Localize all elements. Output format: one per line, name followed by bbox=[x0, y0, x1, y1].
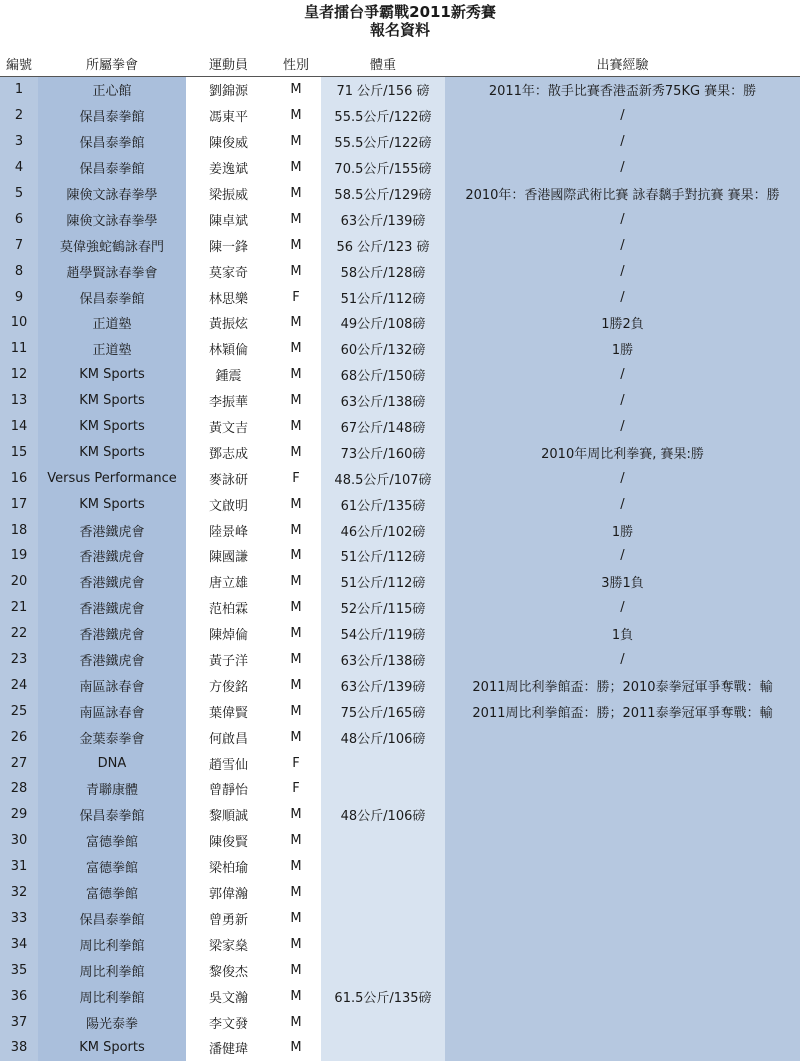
cell-athlete: 劉錦源 bbox=[186, 77, 271, 103]
cell-experience bbox=[445, 1035, 800, 1061]
cell-weight bbox=[321, 880, 445, 906]
cell-weight: 71 公斤/156 磅 bbox=[321, 77, 445, 103]
cell-number: 24 bbox=[0, 672, 38, 698]
cell-gender: M bbox=[271, 77, 321, 103]
cell-experience: 2010年：香港國際武術比賽 詠春黐手對抗賽 賽果：勝 bbox=[445, 181, 800, 207]
cell-club: 莫偉強蛇鶴詠春門 bbox=[38, 232, 186, 258]
table-row bbox=[0, 491, 800, 517]
cell-gender: M bbox=[271, 983, 321, 1009]
cell-athlete: 潘健瑋 bbox=[186, 1035, 271, 1061]
cell-experience: 2010年周比利拳賽, 賽果:勝 bbox=[445, 439, 800, 465]
table-row bbox=[0, 621, 800, 647]
header-experience: 出賽經驗 bbox=[445, 50, 800, 77]
cell-athlete: 陳卓斌 bbox=[186, 206, 271, 232]
cell-experience: / bbox=[445, 465, 800, 491]
cell-experience bbox=[445, 906, 800, 932]
cell-athlete: 陳一鋒 bbox=[186, 232, 271, 258]
cell-gender: M bbox=[271, 724, 321, 750]
cell-number: 34 bbox=[0, 931, 38, 957]
cell-athlete: 吳文瀚 bbox=[186, 983, 271, 1009]
cell-experience: 2011周比利拳館盃：勝；2011泰拳冠軍爭奪戰：輸 bbox=[445, 698, 800, 724]
cell-number: 28 bbox=[0, 776, 38, 802]
cell-experience: / bbox=[445, 388, 800, 414]
cell-gender: M bbox=[271, 957, 321, 983]
cell-weight: 60公斤/132磅 bbox=[321, 336, 445, 362]
cell-weight bbox=[321, 854, 445, 880]
table-row bbox=[0, 776, 800, 802]
cell-athlete: 陳俊賢 bbox=[186, 828, 271, 854]
table-row bbox=[0, 569, 800, 595]
cell-gender: M bbox=[271, 336, 321, 362]
document-header bbox=[0, 0, 800, 50]
cell-gender: M bbox=[271, 129, 321, 155]
cell-gender: M bbox=[271, 854, 321, 880]
cell-gender: M bbox=[271, 647, 321, 673]
cell-gender: M bbox=[271, 906, 321, 932]
cell-weight: 58.5公斤/129磅 bbox=[321, 181, 445, 207]
cell-club: 香港鐵虎會 bbox=[38, 621, 186, 647]
cell-club: 陽光泰拳 bbox=[38, 1009, 186, 1035]
cell-weight bbox=[321, 1009, 445, 1035]
cell-experience bbox=[445, 880, 800, 906]
cell-number: 37 bbox=[0, 1009, 38, 1035]
cell-athlete: 梁家燊 bbox=[186, 931, 271, 957]
cell-experience bbox=[445, 776, 800, 802]
cell-weight: 51公斤/112磅 bbox=[321, 543, 445, 569]
cell-experience: / bbox=[445, 362, 800, 388]
cell-experience: 1勝2負 bbox=[445, 310, 800, 336]
header-number: 編號 bbox=[0, 50, 38, 77]
table-row bbox=[0, 802, 800, 828]
cell-experience: 1勝 bbox=[445, 336, 800, 362]
table-row bbox=[0, 880, 800, 906]
table-row bbox=[0, 129, 800, 155]
cell-number: 13 bbox=[0, 388, 38, 414]
cell-weight bbox=[321, 828, 445, 854]
cell-gender: M bbox=[271, 621, 321, 647]
cell-club: 青聯康體 bbox=[38, 776, 186, 802]
cell-gender: M bbox=[271, 232, 321, 258]
cell-club: DNA bbox=[38, 750, 186, 776]
document-title: 皇者擂台爭霸戰2011新秀賽 bbox=[304, 3, 496, 21]
table-row bbox=[0, 310, 800, 336]
cell-club: 正道塾 bbox=[38, 336, 186, 362]
table-row bbox=[0, 698, 800, 724]
table-body bbox=[0, 77, 800, 1061]
cell-athlete: 陳國謙 bbox=[186, 543, 271, 569]
cell-gender: M bbox=[271, 1035, 321, 1061]
cell-gender: M bbox=[271, 569, 321, 595]
cell-gender: M bbox=[271, 491, 321, 517]
table-row bbox=[0, 595, 800, 621]
table-row bbox=[0, 155, 800, 181]
cell-experience bbox=[445, 957, 800, 983]
cell-athlete: 方俊銘 bbox=[186, 672, 271, 698]
table-row bbox=[0, 854, 800, 880]
cell-experience: / bbox=[445, 595, 800, 621]
cell-experience bbox=[445, 983, 800, 1009]
cell-weight: 61公斤/135磅 bbox=[321, 491, 445, 517]
cell-number: 8 bbox=[0, 258, 38, 284]
cell-gender: M bbox=[271, 206, 321, 232]
cell-athlete: 李振華 bbox=[186, 388, 271, 414]
cell-weight: 55.5公斤/122磅 bbox=[321, 103, 445, 129]
table-row bbox=[0, 672, 800, 698]
cell-athlete: 曾靜怡 bbox=[186, 776, 271, 802]
cell-gender: M bbox=[271, 698, 321, 724]
cell-number: 17 bbox=[0, 491, 38, 517]
table-row bbox=[0, 957, 800, 983]
cell-experience bbox=[445, 931, 800, 957]
cell-number: 31 bbox=[0, 854, 38, 880]
cell-experience: / bbox=[445, 206, 800, 232]
cell-club: KM Sports bbox=[38, 414, 186, 440]
cell-athlete: 黎順誠 bbox=[186, 802, 271, 828]
cell-weight: 55.5公斤/122磅 bbox=[321, 129, 445, 155]
cell-club: 周比利拳館 bbox=[38, 983, 186, 1009]
cell-athlete: 文啟明 bbox=[186, 491, 271, 517]
cell-club: 香港鐵虎會 bbox=[38, 595, 186, 621]
cell-experience bbox=[445, 724, 800, 750]
table-row bbox=[0, 258, 800, 284]
header-athlete: 運動員 bbox=[186, 50, 271, 77]
cell-weight bbox=[321, 931, 445, 957]
cell-weight: 73公斤/160磅 bbox=[321, 439, 445, 465]
table-row bbox=[0, 931, 800, 957]
cell-number: 10 bbox=[0, 310, 38, 336]
cell-club: KM Sports bbox=[38, 439, 186, 465]
cell-number: 22 bbox=[0, 621, 38, 647]
cell-experience bbox=[445, 854, 800, 880]
cell-club: 南區詠春會 bbox=[38, 698, 186, 724]
cell-club: KM Sports bbox=[38, 491, 186, 517]
cell-club: 香港鐵虎會 bbox=[38, 647, 186, 673]
cell-club: 香港鐵虎會 bbox=[38, 517, 186, 543]
cell-weight: 49公斤/108磅 bbox=[321, 310, 445, 336]
cell-experience bbox=[445, 750, 800, 776]
cell-number: 29 bbox=[0, 802, 38, 828]
cell-gender: M bbox=[271, 414, 321, 440]
cell-gender: F bbox=[271, 284, 321, 310]
cell-gender: M bbox=[271, 388, 321, 414]
cell-gender: F bbox=[271, 776, 321, 802]
cell-number: 1 bbox=[0, 77, 38, 103]
cell-number: 9 bbox=[0, 284, 38, 310]
cell-athlete: 黎俊杰 bbox=[186, 957, 271, 983]
cell-number: 11 bbox=[0, 336, 38, 362]
table-header-row bbox=[0, 50, 800, 77]
cell-experience: / bbox=[445, 232, 800, 258]
cell-experience: / bbox=[445, 155, 800, 181]
header-weight: 體重 bbox=[321, 50, 445, 77]
cell-weight: 56 公斤/123 磅 bbox=[321, 232, 445, 258]
cell-gender: M bbox=[271, 439, 321, 465]
document-subtitle: 報名資料 bbox=[369, 21, 430, 39]
cell-number: 12 bbox=[0, 362, 38, 388]
cell-gender: M bbox=[271, 103, 321, 129]
table-row bbox=[0, 647, 800, 673]
cell-athlete: 鍾震 bbox=[186, 362, 271, 388]
cell-gender: F bbox=[271, 750, 321, 776]
cell-athlete: 林穎倫 bbox=[186, 336, 271, 362]
cell-club: 金葉泰拳會 bbox=[38, 724, 186, 750]
cell-club: 香港鐵虎會 bbox=[38, 569, 186, 595]
cell-number: 36 bbox=[0, 983, 38, 1009]
cell-weight: 54公斤/119磅 bbox=[321, 621, 445, 647]
table-row bbox=[0, 362, 800, 388]
table-row bbox=[0, 517, 800, 543]
cell-weight bbox=[321, 750, 445, 776]
cell-weight: 52公斤/115磅 bbox=[321, 595, 445, 621]
table-row bbox=[0, 828, 800, 854]
cell-number: 16 bbox=[0, 465, 38, 491]
cell-weight: 51公斤/112磅 bbox=[321, 569, 445, 595]
table-row bbox=[0, 206, 800, 232]
cell-experience: 1勝 bbox=[445, 517, 800, 543]
cell-club: 陳倹文詠春拳學 bbox=[38, 181, 186, 207]
header-gender: 性別 bbox=[271, 50, 321, 77]
cell-weight: 48公斤/106磅 bbox=[321, 724, 445, 750]
cell-club: 周比利拳館 bbox=[38, 957, 186, 983]
cell-weight: 61.5公斤/135磅 bbox=[321, 983, 445, 1009]
cell-athlete: 馮東平 bbox=[186, 103, 271, 129]
table-row bbox=[0, 906, 800, 932]
cell-athlete: 梁柏瑜 bbox=[186, 854, 271, 880]
cell-weight bbox=[321, 1035, 445, 1061]
cell-weight: 63公斤/139磅 bbox=[321, 206, 445, 232]
cell-gender: M bbox=[271, 828, 321, 854]
table-row bbox=[0, 336, 800, 362]
cell-number: 32 bbox=[0, 880, 38, 906]
cell-number: 30 bbox=[0, 828, 38, 854]
cell-gender: M bbox=[271, 595, 321, 621]
cell-weight: 58公斤/128磅 bbox=[321, 258, 445, 284]
cell-athlete: 范柏霖 bbox=[186, 595, 271, 621]
cell-weight: 63公斤/138磅 bbox=[321, 388, 445, 414]
cell-weight: 68公斤/150磅 bbox=[321, 362, 445, 388]
cell-club: KM Sports bbox=[38, 1035, 186, 1061]
cell-gender: M bbox=[271, 362, 321, 388]
cell-club: 正心館 bbox=[38, 77, 186, 103]
cell-number: 21 bbox=[0, 595, 38, 621]
cell-athlete: 李文發 bbox=[186, 1009, 271, 1035]
cell-athlete: 黃文吉 bbox=[186, 414, 271, 440]
cell-club: 陳倹文詠春拳學 bbox=[38, 206, 186, 232]
table-row bbox=[0, 284, 800, 310]
cell-athlete: 陳焯倫 bbox=[186, 621, 271, 647]
table-row bbox=[0, 543, 800, 569]
cell-number: 23 bbox=[0, 647, 38, 673]
cell-number: 3 bbox=[0, 129, 38, 155]
table-row bbox=[0, 103, 800, 129]
cell-club: 保昌泰拳館 bbox=[38, 802, 186, 828]
cell-athlete: 何啟昌 bbox=[186, 724, 271, 750]
table-row bbox=[0, 388, 800, 414]
registration-table bbox=[0, 50, 800, 1061]
table-row bbox=[0, 724, 800, 750]
cell-club: 保昌泰拳館 bbox=[38, 284, 186, 310]
cell-club: 保昌泰拳館 bbox=[38, 103, 186, 129]
cell-weight: 51公斤/112磅 bbox=[321, 284, 445, 310]
cell-gender: F bbox=[271, 465, 321, 491]
cell-gender: M bbox=[271, 310, 321, 336]
cell-gender: M bbox=[271, 880, 321, 906]
cell-athlete: 姜逸斌 bbox=[186, 155, 271, 181]
cell-club: 周比利拳館 bbox=[38, 931, 186, 957]
cell-experience: 2011周比利拳館盃：勝；2010泰拳冠軍爭奪戰：輸 bbox=[445, 672, 800, 698]
cell-gender: M bbox=[271, 543, 321, 569]
cell-gender: M bbox=[271, 181, 321, 207]
cell-number: 35 bbox=[0, 957, 38, 983]
cell-experience: 2011年：散手比賽香港盃新秀75KG 賽果：勝 bbox=[445, 77, 800, 103]
cell-number: 27 bbox=[0, 750, 38, 776]
cell-number: 2 bbox=[0, 103, 38, 129]
header-club: 所屬拳會 bbox=[38, 50, 186, 77]
cell-weight: 46公斤/102磅 bbox=[321, 517, 445, 543]
table-row bbox=[0, 439, 800, 465]
cell-athlete: 鄧志成 bbox=[186, 439, 271, 465]
table-row bbox=[0, 1009, 800, 1035]
cell-weight bbox=[321, 957, 445, 983]
cell-weight: 75公斤/165磅 bbox=[321, 698, 445, 724]
cell-experience: / bbox=[445, 103, 800, 129]
cell-gender: M bbox=[271, 155, 321, 181]
cell-club: 保昌泰拳館 bbox=[38, 906, 186, 932]
cell-club: KM Sports bbox=[38, 388, 186, 414]
cell-experience: 3勝1負 bbox=[445, 569, 800, 595]
cell-number: 14 bbox=[0, 414, 38, 440]
cell-experience: / bbox=[445, 258, 800, 284]
cell-athlete: 曾勇新 bbox=[186, 906, 271, 932]
cell-athlete: 唐立雄 bbox=[186, 569, 271, 595]
cell-gender: M bbox=[271, 1009, 321, 1035]
cell-athlete: 趙雪仙 bbox=[186, 750, 271, 776]
cell-athlete: 黃子洋 bbox=[186, 647, 271, 673]
cell-weight: 63公斤/139磅 bbox=[321, 672, 445, 698]
cell-club: 富德拳館 bbox=[38, 828, 186, 854]
table-row bbox=[0, 414, 800, 440]
cell-gender: M bbox=[271, 517, 321, 543]
table-row bbox=[0, 77, 800, 103]
cell-number: 26 bbox=[0, 724, 38, 750]
cell-athlete: 林思樂 bbox=[186, 284, 271, 310]
cell-experience: / bbox=[445, 284, 800, 310]
cell-weight: 70.5公斤/155磅 bbox=[321, 155, 445, 181]
cell-experience bbox=[445, 1009, 800, 1035]
table-row bbox=[0, 465, 800, 491]
cell-club: Versus Performance bbox=[38, 465, 186, 491]
cell-weight bbox=[321, 906, 445, 932]
cell-experience bbox=[445, 828, 800, 854]
cell-experience: / bbox=[445, 543, 800, 569]
cell-experience: / bbox=[445, 129, 800, 155]
cell-weight: 48.5公斤/107磅 bbox=[321, 465, 445, 491]
cell-weight: 63公斤/138磅 bbox=[321, 647, 445, 673]
cell-club: 富德拳館 bbox=[38, 854, 186, 880]
cell-club: 富德拳館 bbox=[38, 880, 186, 906]
cell-experience: / bbox=[445, 414, 800, 440]
cell-club: 南區詠春會 bbox=[38, 672, 186, 698]
cell-athlete: 黃振炫 bbox=[186, 310, 271, 336]
cell-number: 19 bbox=[0, 543, 38, 569]
cell-athlete: 陸景峰 bbox=[186, 517, 271, 543]
cell-weight: 67公斤/148磅 bbox=[321, 414, 445, 440]
table-row bbox=[0, 750, 800, 776]
cell-number: 20 bbox=[0, 569, 38, 595]
cell-number: 5 bbox=[0, 181, 38, 207]
cell-club: 香港鐵虎會 bbox=[38, 543, 186, 569]
cell-club: KM Sports bbox=[38, 362, 186, 388]
cell-gender: M bbox=[271, 672, 321, 698]
cell-weight bbox=[321, 776, 445, 802]
cell-number: 4 bbox=[0, 155, 38, 181]
table-row bbox=[0, 1035, 800, 1061]
cell-club: 保昌泰拳館 bbox=[38, 155, 186, 181]
cell-experience bbox=[445, 802, 800, 828]
cell-club: 保昌泰拳館 bbox=[38, 129, 186, 155]
cell-number: 38 bbox=[0, 1035, 38, 1061]
cell-athlete: 陳俊威 bbox=[186, 129, 271, 155]
cell-club: 趙學賢詠春拳會 bbox=[38, 258, 186, 284]
cell-athlete: 郭偉瀚 bbox=[186, 880, 271, 906]
cell-experience: 1負 bbox=[445, 621, 800, 647]
cell-athlete: 梁振威 bbox=[186, 181, 271, 207]
cell-athlete: 葉偉賢 bbox=[186, 698, 271, 724]
cell-gender: M bbox=[271, 802, 321, 828]
cell-experience: / bbox=[445, 647, 800, 673]
cell-weight: 48公斤/106磅 bbox=[321, 802, 445, 828]
cell-gender: M bbox=[271, 258, 321, 284]
cell-athlete: 莫家奇 bbox=[186, 258, 271, 284]
cell-number: 25 bbox=[0, 698, 38, 724]
cell-number: 18 bbox=[0, 517, 38, 543]
cell-number: 7 bbox=[0, 232, 38, 258]
table-row bbox=[0, 232, 800, 258]
cell-experience: / bbox=[445, 491, 800, 517]
table-row bbox=[0, 983, 800, 1009]
table-row bbox=[0, 181, 800, 207]
cell-club: 正道塾 bbox=[38, 310, 186, 336]
cell-number: 15 bbox=[0, 439, 38, 465]
cell-gender: M bbox=[271, 931, 321, 957]
cell-number: 33 bbox=[0, 906, 38, 932]
cell-athlete: 麥詠研 bbox=[186, 465, 271, 491]
cell-number: 6 bbox=[0, 206, 38, 232]
